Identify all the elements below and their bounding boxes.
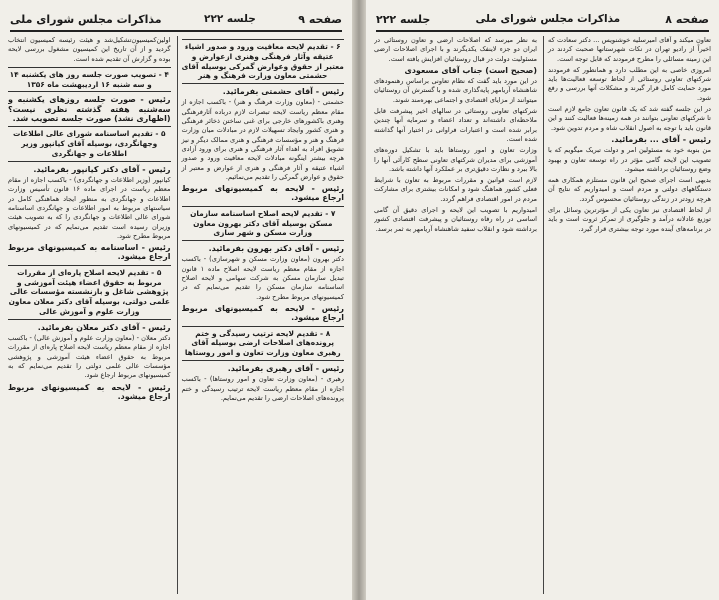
paragraph: از لحاظ اقتصادی نیز تعاون یکی از مؤثرترین وسائل برای توزیع عادلانه درآمد و جلوگیری از تمرکز ثروت است و باید در برنامه‌های آینده مورد توجه بیشتری قرار گیرد.: [548, 206, 711, 233]
text-column: [8, 36, 171, 594]
left-page: [0, 0, 352, 600]
paragraph: در این مورد باید گفت که نظام تعاونی براساس رهنمودهای شاهنشاه آریامهر پایه‌گذاری شده و با گسترش آن روستائیان میتوانند از مزایای اقتصادی و اجتماعی بهره‌مند شوند.: [374, 77, 537, 104]
speaker-line: رئیس - لایحه به کمیسیونهای مربوط ارجاع میشود.: [181, 184, 344, 203]
publication-title: مذاکرات مجلس شورای ملی: [475, 13, 621, 25]
page-number: صفحه ۹: [298, 12, 342, 26]
paragraph: دکتر معلان - (معاون وزارت علوم و آموزش عالی) - باکسب اجازه از مقام معظم ریاست لایحه اصلاح پاره‌ای از مقررات مربوط به حقوق اعضاء هیئت آموزشی و پژوهشی مؤسسات عالی علمی دولتی را تقدیم می‌نمایم که به کمیسیونهای مربوط ارجاع شود.: [8, 334, 171, 380]
section-heading: ۵ - تقدیم لایحه اصلاح پاره‌ای از مقررات مربوط به حقوق اعضاء هیئت آموزشی و پژوهشی شاغل و بازنشسته مؤسسات عالی علمی دولتی، بوسیله آقای دکتر معلان معاون وزارت علوم و آموزش عالی: [8, 265, 171, 320]
right-page: [366, 0, 719, 600]
text-column: [177, 36, 345, 594]
speaker-line: رئیس - آقای دکتر بهرون بفرمائید.: [208, 244, 344, 254]
left-page-body: [8, 36, 344, 594]
book-gutter: [352, 0, 366, 600]
paragraph: رهبری - (معاون وزارت تعاون و امور روستاها) - باکسب اجازه از مقام معظم ریاست لایحه ترتیب رسیدگی و ختم پرونده‌های اصلاحات ارضی را تقدیم می‌نمایم.: [181, 375, 344, 402]
paragraph: اولین‌کمیسیون‌تشکیل‌شد و هیئت رئیسه کمیسیون انتخاب گردید و از آن تاریخ این کمیسیون مشغول بررسی لایحه بوده و گزارش آن تقدیم شده است.: [8, 36, 171, 63]
speaker-line: رئیس - آقای دکتر کیانپور بفرمائید.: [33, 164, 171, 174]
speaker-line: رئیس - لایحه به کمیسیونهای مربوط ارجاع میشود.: [181, 303, 344, 323]
publication-title: مذاکرات مجلس شورای ملی: [10, 12, 162, 26]
section-heading: ۵ - تقدیم اساسنامه شورای عالی اطلاعات وجهانگردی، بوسیله آقای کیانپور وزیر اطلاعات و جهانگردی: [8, 126, 171, 161]
paragraph: وزارت تعاون و امور روستاها باید با تشکیل دوره‌های آموزشی برای مدیران شرکتهای تعاونی سطح کارآئی آنها را بالا ببرد و نظارت دقیق‌تری بر عملکرد آنها داشته باشد.: [374, 146, 537, 173]
page-number: صفحه ۸: [665, 12, 709, 26]
paragraph: بدیهی است اجرای صحیح این قانون مستلزم همکاری همه دستگاههای دولتی و مردم است و امیدواریم که نتایج آن هرچه زودتر در زندگی روستائیان محسوس گردد.: [548, 176, 711, 203]
speaker-line: رئیس - آقای حشمتی بفرمائید.: [222, 87, 344, 97]
paragraph: تعاون میکند و آقای امیرسلیه خوشنویس ... دکتر سعادت که اخیراً از رادیو تهران در نکات شهرستانها صحبت کردند در این زمینه مسائلی را مطرح فرمودند که قابل توجه است.: [548, 36, 711, 63]
speaker-line: رئیس - آقای رهبری بفرمائید.: [227, 363, 344, 373]
paragraph: حشمتی - (معاون وزارت فرهنگ و هنر) - باکسب اجازه از مقام معظم ریاست لایحه تبصرات لازم درباده آثارفرهنگی وهنری باکشورهای خارجی برای غنی ساختن ذخائر فرهنگی و هنری کشور وایجاد تسهیلات لازم در مبادلات میان وزارت فرهنگ و هنر و مؤسسات فرهنگی و هنری ممالک دیگر و نیز تشویق افراد به اهداء آثار فرهنگی و هنری برای ورود آزادی هرچه بیشتر اینگونه مبادلات لایحه معافیت ورود و صدور اشیاء عتیقه و آثار فرهنگی و هنری از عوارض و معتبر از حقوق و عوارض گمرکی را تقدیم می‌نمائیم.: [181, 98, 344, 181]
left-page-header: [10, 8, 342, 32]
section-heading: ۸ - تقدیم لایحه ترتیب رسیدگی و ختم پرونده‌های اصلاحات ارضی بوسیله آقای رهبری معاون وزارت تعاون و امور روستاها: [182, 326, 345, 361]
paragraph: امیدواریم با تصویب این لایحه و اجرای دقیق آن گامی اساسی در راه رفاه روستائیان و پیشرفت اقتصادی کشور برداشته شود و انقلاب سفید شاهنشاه آریامهر به ثمر برسد.: [374, 206, 537, 233]
speaker-line: رئیس - آقای دکتر معلان بفرمائید.: [37, 322, 171, 332]
paragraph: شرکتهای تعاونی روستائی در سالهای اخیر پیشرفت قابل ملاحظه‌ای داشته‌اند و تعداد اعضاء و سرمایه آنها چندین برابر شده است و اعتبارات فراوانی در اختیار آنها گذاشته شده است.: [374, 107, 537, 143]
right-page-body: [374, 36, 711, 594]
session-title: جلسه ۲۲۲: [376, 12, 431, 26]
right-page-header: [376, 8, 709, 32]
speaker-line: رئیس - صورت جلسه روزهای یکشنبه و سه‌شنبه هفته گذشته نظری نیست؟ (اظهاری نشد) صورت جلسه تصویب شد.: [8, 95, 171, 124]
section-heading: ۷ - تقدیم لایحه اصلاح اساسنامه سازمان مسکن بوسیله آقای دکتر بهرون معاون وزارت مسکن و شهر سازی: [182, 206, 345, 241]
paragraph: کیانپور (وزیر اطلاعات و جهانگردی) - باکسب اجازه از مقام معظم ریاست در اجرای ماده ۱۶ قانون تأسیس وزارت اطلاعات و جهانگردی به منظور ایجاد هماهنگی کامل در سیاستهای مربوط به امور اطلاعات و جهانگردی اساسنامه شورای عالی اطلاعات و جهانگردی را که به تصویب هیئت وزیران رسیده است تقدیم می‌نمایم که در کمیسیونهای مربوط مطرح شود.: [8, 176, 171, 240]
paragraph: لازم است قوانین و مقررات مربوط به تعاون با شرایط فعلی کشور هماهنگ شود و امکانات بیشتری برای مشارکت مردم در امور اقتصادی فراهم گردد.: [374, 176, 537, 203]
paragraph: امروزی خاصی به این مطلب دارد و همانطور که فرمودند شرکتهای تعاونی روستائی از لحاظ توسعه فعالیت‌ها باید مورد حمایت کامل قرار گیرند و مشکلات آنها بررسی و رفع شود.: [548, 65, 711, 102]
paragraph: دکتر بهرون (معاون وزارت مسکن و شهرسازی) - باکسب اجازه از مقام معظم ریاست لایحه اصلاح ماده ۱ قانون تبدیل سازمان مسکن به شرکت سهامی و لایحه اصلاح اساسنامه سازمان مسکن را تقدیم می‌نمایم که در کمیسیونهای مربوط مطرح شود.: [181, 255, 344, 301]
text-column: [543, 36, 711, 594]
session-title: جلسه ۲۲۲: [204, 13, 256, 25]
paragraph: من بنوبه خود به مسئولین امر و دولت تبریک میگویم که با تصویب این لایحه گامی مؤثر در راه توسعه تعاون و بهبود وضع روستائیان برداشته میشود.: [548, 146, 711, 173]
paragraph: به نظر میرسد که اصلاحات ارضی و تعاون روستائی در ایران دو جزء لاینفک یکدیگرند و با اجرای اصلاحات ارضی مسئولیت دولت در قبال روستائیان افزایش یافته است.: [374, 36, 537, 63]
section-heading: ۴ - تصویب صورت جلسه روز های یکشنبه ۱۴ و سه شنبه ۱۶ اردیبهشت ماه ۱۳۵۶: [8, 67, 171, 93]
speaker-line: رئیس - اساسنامه به کمیسیونهای مربوط ارجاع میشود.: [8, 243, 171, 262]
speaker-line: (صحیح است) جناب آقای مسعودی: [404, 65, 537, 75]
text-column: [374, 36, 537, 594]
speaker-line: رئیس - آقای ... بفرمائید.: [611, 134, 711, 144]
speaker-line: رئیس - لایحه به کمیسیونهای مربوط ارجاع میشود.: [8, 382, 171, 401]
section-heading: ۶ - تقدیم لایحه معافیت ورود و صدور اشیاء عتیقه وآثار فرهنگی وهنری ازعوارض و معتبر از حقوق وعوارض گمرکی بوسیله آقای حشمتی معاون وزارت فرهنگ و هنر: [182, 39, 345, 84]
paragraph: در این جلسه گفته شد که یک قانون تعاون جامع لازم است تا شرکتهای تعاونی بتوانند در همه زمینه‌ها فعالیت کنند و این قانون باید با توجه به اصول انقلاب شاه و مردم تدوین شود.: [548, 105, 711, 132]
